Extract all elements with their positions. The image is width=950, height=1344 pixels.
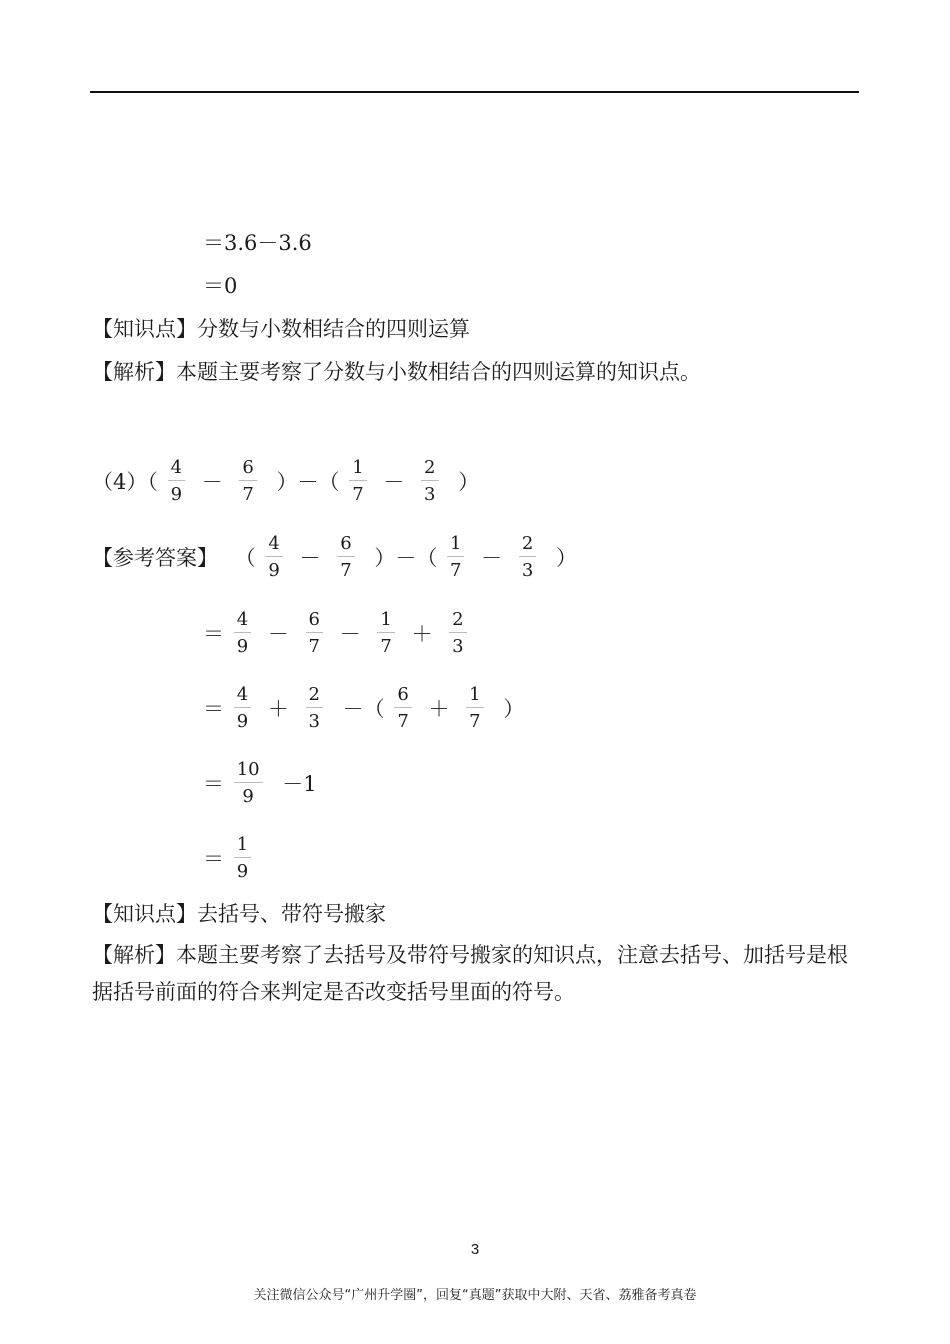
analysis-2	[92, 937, 858, 1011]
step-3: ＝ $\frac{10}{9}$ －1	[203, 759, 317, 807]
fraction: $\frac{4}{9}$	[168, 459, 185, 504]
knowledge-text: 分数与小数相结合的四则运算	[197, 316, 470, 341]
fraction: $\frac{4}{9}$	[234, 686, 251, 731]
fraction: $\frac{1}{7}$	[349, 459, 366, 504]
fraction: $\frac{6}{7}$	[394, 686, 411, 731]
fraction: $\frac{2}{3}$	[519, 535, 536, 580]
fraction: $\frac{6}{7}$	[239, 459, 256, 504]
knowledge-text: 去括号、带符号搬家	[197, 901, 386, 926]
fraction: $\frac{2}{3}$	[421, 459, 438, 504]
knowledge-point-2	[92, 897, 386, 929]
fraction: $\frac{10}{9}$	[234, 761, 263, 806]
reference-label: 【参考答案】	[92, 545, 218, 570]
knowledge-label: 【知识点】	[92, 901, 197, 926]
fraction: $\frac{4}{9}$	[265, 535, 282, 580]
fraction: $\frac{1}{9}$	[234, 836, 251, 881]
analysis-text: 本题主要考察了分数与小数相结合的四则运算的知识点。	[176, 359, 701, 384]
analysis-label: 【解析】	[92, 943, 176, 967]
calc-line-2: ＝0	[203, 273, 238, 298]
calc-line-1: ＝3.6－3.6	[203, 230, 312, 255]
step-1: ＝ $\frac{4}{9}$ － $\frac{6}{7}$ － $\frac{1}{7}$ ＋ $\frac{2}{3}$	[203, 611, 470, 656]
reference-answer: 【参考答案】 （ $\frac{4}{9}$ － $\frac{6}{7}$ ）－（ $\frac{1}{7}$ － $\frac{2}{3}$ ）	[92, 533, 577, 581]
question-4: （4）（ $\frac{4}{9}$ － $\frac{6}{7}$ ）－（ $\frac{1}{7}$ － $\frac{2}{3}$ ）	[92, 457, 480, 505]
fraction: $\frac{1}{7}$	[447, 535, 464, 580]
fraction: $\frac{1}{7}$	[466, 686, 483, 731]
footer-note: 关注微信公众号“广州升学圈”，回复“真题”获取中大附、天省、荔雅备考真卷	[253, 1288, 697, 1303]
fraction: $\frac{6}{7}$	[306, 611, 323, 656]
step-4: ＝ $\frac{1}{9}$	[203, 836, 254, 881]
knowledge-label: 【知识点】	[92, 316, 197, 341]
analysis-label: 【解析】	[92, 359, 176, 384]
fraction: $\frac{1}{7}$	[377, 611, 394, 656]
step-2: ＝ $\frac{4}{9}$ ＋ $\frac{2}{3}$ －（ $\frac{6}{7}$ ＋ $\frac{1}{7}$ ）	[203, 684, 525, 732]
knowledge-point-1	[92, 312, 470, 344]
fraction: $\frac{6}{7}$	[337, 535, 354, 580]
header-rule	[90, 91, 859, 93]
page-number: 3	[470, 1241, 480, 1258]
analysis-1	[92, 355, 701, 387]
fraction: $\frac{4}{9}$	[234, 611, 251, 656]
fraction: $\frac{2}{3}$	[449, 611, 466, 656]
analysis-text: 本题主要考察了去括号及带符号搬家的知识点，注意去括号、加括号是根据括号前面的符合来判定是否改变括号里面的符号。	[92, 943, 848, 1004]
fraction: $\frac{2}{3}$	[306, 686, 323, 731]
